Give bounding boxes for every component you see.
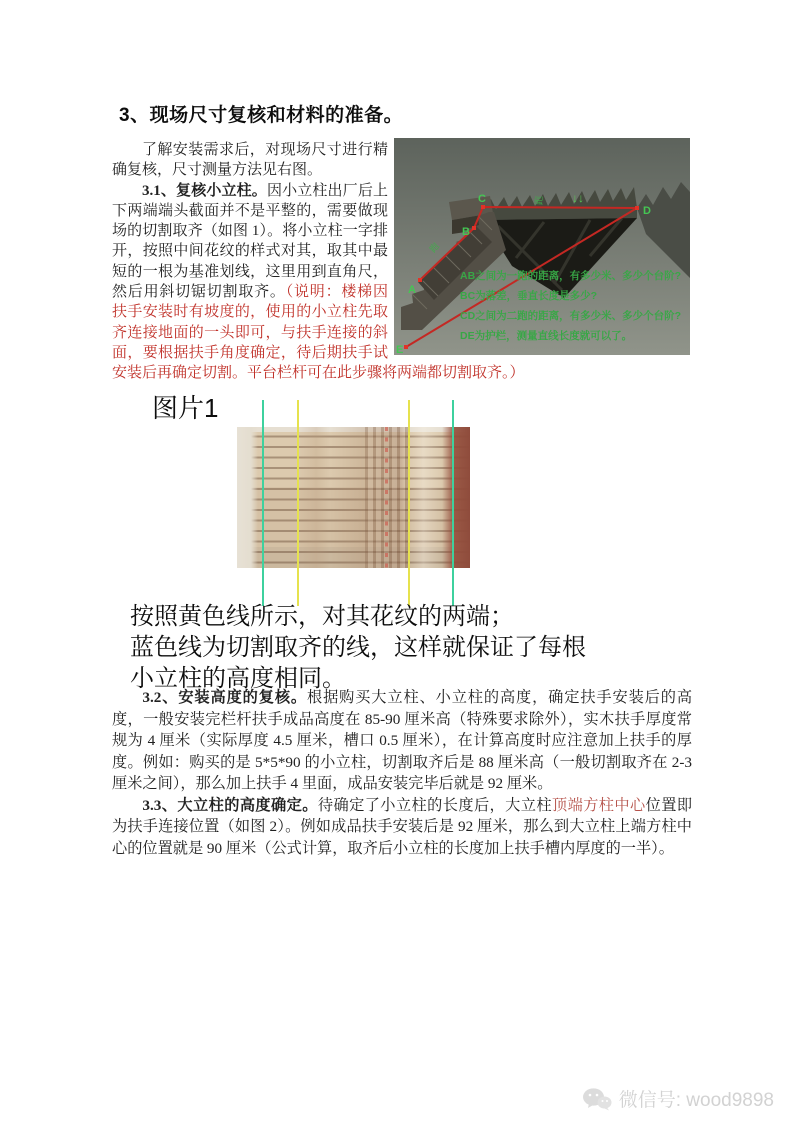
baluster-note-line-3: 小立柱的高度相同。 bbox=[130, 665, 346, 692]
section-3-3-highlight: 顶端方柱中心 bbox=[551, 796, 646, 814]
watermark-text: 微信号: wood9898 bbox=[618, 1090, 774, 1111]
section-3-2-label: 3.2、安装高度的复核。 bbox=[142, 689, 307, 706]
section-3-1-note-red: （说明：楼梯因扶手安装时有坡度的，使用的小立柱先取齐连接地面的一头即可，与扶手连接的斜面，要根据扶手角度确定，待后期扶手试安装后再确定切割。平台栏杆可在此步骤将两端都切割取齐。） bbox=[112, 284, 525, 382]
section-3-3-label: 3.3、大立柱的高度确定。 bbox=[142, 796, 318, 814]
wechat-icon bbox=[582, 1087, 612, 1111]
point-label-b: B bbox=[462, 226, 470, 238]
run-mark-2: 跑 bbox=[534, 195, 544, 205]
intro-paragraph-1: 了解安装需求后，对现场尺寸进行精确复核，尺寸测量方法见右图。 bbox=[112, 142, 388, 179]
point-label-e: E bbox=[396, 344, 404, 355]
cut-line-cyan-right bbox=[452, 400, 454, 606]
baluster-stack-photo bbox=[237, 427, 470, 568]
annotation-line: BC为落差，垂直长度是多少? bbox=[460, 290, 598, 302]
pattern-line-yellow-right bbox=[408, 400, 410, 606]
section-3-2-text: 根据购买大立柱、小立柱的高度，确定扶手安装后的高度，一般安装完栏杆扶手成品高度在 85-90 厘米高（特殊要求除外），实木扶手厚度常规为 4 厘米（实际厚度 4.5 厘米，槽口 0.5 厘米），在计算高度时应注意加上扶手的厚度。例如：购买的是 5*5*90 的小立柱，切割取齐后是 88 厘米高（一般切割取齐在 2-3 厘米之间），那么加上扶手 4 里面，成品安装完毕后就是 92 厘米。 bbox=[112, 689, 693, 792]
cut-line-cyan-left bbox=[262, 400, 264, 606]
section-3-1-text: 因小立柱出厂后上下两端端头截面并不是平整的，需要做现场的切割取齐（如图 1）。将小立柱一字排开，按照中间花纹的样式对其，取其中最短的一根为基准划线，这里用到直角尺，然后用斜切锯切割取齐。 bbox=[112, 182, 388, 301]
run-mark-1: 跑 bbox=[427, 240, 442, 255]
paragraph-3-2 bbox=[112, 687, 692, 795]
body-paragraphs bbox=[112, 687, 692, 859]
point-label-d: D bbox=[643, 205, 651, 217]
pattern-line-yellow-left bbox=[297, 400, 299, 606]
point-label-c: C bbox=[478, 193, 486, 205]
down-arrows: ↓↓ bbox=[572, 191, 584, 205]
annotation-line: CD之间为二跑的距离，有多少米、多少个台阶? bbox=[460, 310, 682, 322]
figure1-caption: 图片1 bbox=[152, 393, 219, 423]
intro-text-block bbox=[112, 140, 690, 384]
watermark bbox=[582, 1085, 774, 1112]
baluster-figure bbox=[0, 400, 800, 612]
section-3-3-text-pre: 待确定了小立柱的长度后，大立柱 bbox=[317, 796, 552, 814]
stairs-measurement-image bbox=[394, 138, 690, 355]
point-label-a: A bbox=[408, 284, 416, 296]
section-3-3-text-post: 位置即为扶手连接位置（如图 2）。例如成品扶手安装后是 92 厘米，那么到大立柱上端方柱中心的位置就是 90 厘米（公式计算，取齐后小立柱的长度加上扶手槽内厚度的一半）。 bbox=[112, 796, 693, 857]
baluster-note bbox=[130, 601, 586, 694]
stairs-illustration bbox=[394, 138, 690, 355]
baluster-note-line-2: 蓝色线为切割取齐的线，这样就保证了每根 bbox=[130, 634, 586, 661]
annotation-line: AB之间为一跑的距离，有多少米、多少个台阶? bbox=[460, 270, 682, 282]
baluster-note-line-1: 按照黄色线所示，对其花纹的两端； bbox=[130, 603, 514, 630]
annotation-line: DE为护栏，测量直线长度就可以了。 bbox=[460, 330, 633, 342]
section-3-1-label: 3.1、复核小立柱。 bbox=[142, 182, 267, 199]
section-heading: 3、现场尺寸复核和材料的准备。 bbox=[119, 105, 404, 126]
paragraph-3-3 bbox=[112, 795, 692, 860]
